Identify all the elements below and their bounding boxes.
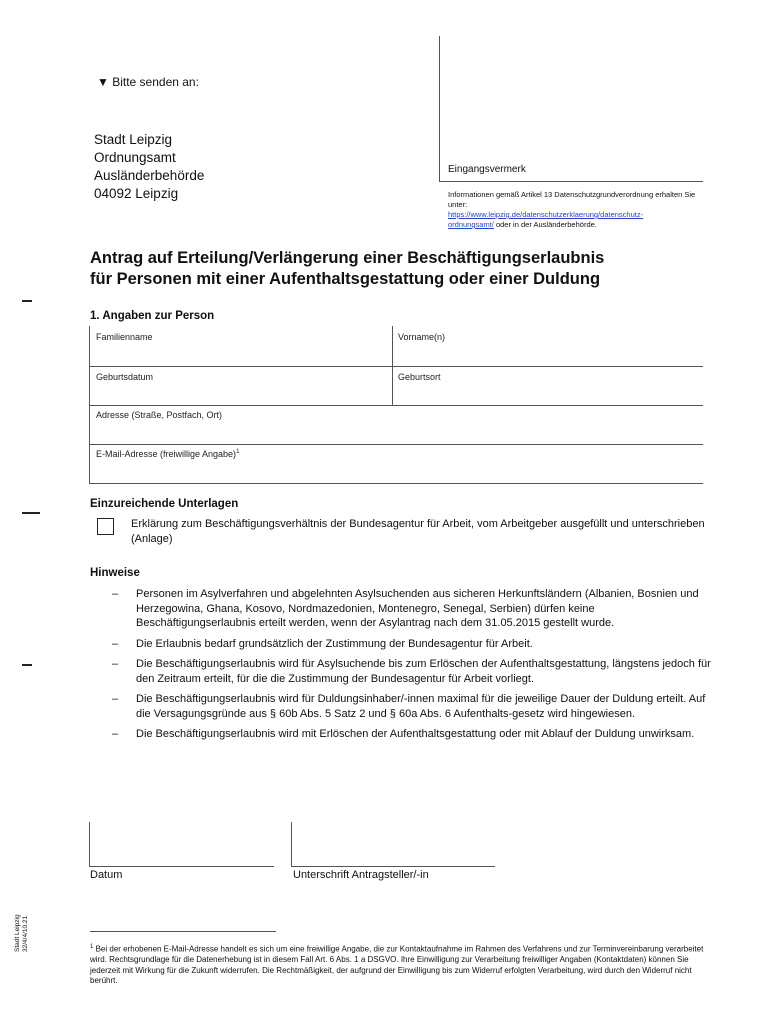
footnote-marker: 1: [90, 944, 94, 950]
list-item: [112, 587, 712, 631]
address-line: 04092 Leipzig: [94, 186, 179, 201]
list-item: [112, 657, 712, 686]
footnote-ref: 1: [236, 449, 240, 455]
receipt-box-left-border: [439, 36, 440, 181]
privacy-info: [448, 190, 710, 230]
hint-text: Die Erlaubnis bedarf grundsätzlich der Zustimmung der Bundesagentur für Arbeit.: [136, 637, 533, 650]
documents-item-text: Erklärung zum Beschäftigungsverhältnis der Bundesagentur für Arbeit, vom Arbeitgeber ausgefüllt und unterschrieben (Anlage): [131, 518, 705, 545]
list-dash: –: [112, 637, 119, 650]
address-line: Ordnungsamt: [94, 150, 176, 165]
privacy-link-continued[interactable]: ordnungsamt/: [448, 220, 494, 229]
signature-field-underline: [291, 866, 495, 867]
form-row-divider: [89, 366, 703, 367]
email-field[interactable]: [96, 449, 239, 459]
footnote-text: Bei der erhobenen E-Mail-Adresse handelt es sich um eine freiwillige Angabe, die zur Kontaktaufnahme im Rahmen des Verfahrens und zur Terminvereinbarung verarbeitet wird. Rechtsgrundlage für die Datenerhebung ist in diesem Fall Art. 6 Abs. 1 a DSGVO. Ihre Einwilligung zur Verarbeitung freiwilliger Angaben (Kontaktdaten) können Sie jederzeit mit Wirkung für die Zukunft widerrufen. Die Rechtmäßigkeit, der aufgrund der Einwilligung bis zum Widerruf erfolgten Verarbeitung, wird durch den Widerruf nicht berührt.: [90, 944, 704, 986]
geburtsort-field[interactable]: Geburtsort: [398, 372, 441, 382]
side-text-line: Stadt Leipzig: [14, 914, 21, 952]
section-heading-documents: Einzureichende Unterlagen: [90, 498, 239, 510]
list-dash: –: [112, 728, 119, 740]
adresse-field[interactable]: Adresse (Straße, Postfach, Ort): [96, 410, 223, 420]
hints-list: [112, 587, 712, 748]
date-field-left-border: [89, 822, 90, 867]
hint-text: Die Beschäftigungserlaubnis wird für Asylsuchende bis zum Erlöschen der Aufenthaltsgestattung, längstens jedoch für den Zeitraum erteilt, für die die Zustimmung der Bundesagentur für Arbeit vorliegt.: [136, 658, 711, 685]
address-line: Ausländerbehörde: [94, 168, 205, 183]
privacy-suffix: oder in der Ausländerbehörde.: [493, 220, 597, 229]
list-item: [112, 727, 712, 742]
privacy-link[interactable]: https://www.leipzig.de/datenschutzerklaerung/datenschutz-: [448, 210, 644, 219]
form-row-divider: [89, 483, 703, 484]
hint-text: Die Beschäftigungserlaubnis wird für Duldungsinhaber/-innen maximal für die jeweilige Dauer der Duldung erteilt. Auf die Versagungsgründe aus § 60b Abs. 5 Satz 2 und § 60a Abs. 6 Aufenthalts-gesetz wird hingewiesen.: [136, 693, 706, 720]
hint-text: Personen im Asylverfahren und abgelehnten Asylsuchenden aus sicheren Herkunftsländern (Albanien, Bosnien und Herzegowina, Ghana, Kosovo, Nordmazedonien, Montenegro, Senegal, Serbien) dürfen keine Beschäftigungserlaubnis erteilt werden, wenn der Asylantrag nach dem 31.05.2015 gestellt wurde.: [136, 588, 699, 629]
geburtsdatum-field[interactable]: Geburtsdatum: [96, 372, 154, 382]
documents-checkbox[interactable]: [97, 518, 114, 535]
title-line-1: Antrag auf Erteilung/Verlängerung einer Beschäftigungserlaubnis: [90, 249, 605, 267]
footnote: [90, 942, 710, 987]
privacy-text: Informationen gemäß Artikel 13 Datenschutzgrundverordnung erhalten Sie unter:: [448, 190, 696, 209]
receipt-stamp-label: Eingangsvermerk: [448, 164, 526, 175]
fold-mark-bottom: [22, 664, 32, 666]
list-item: [112, 692, 712, 721]
signature-field-left-border: [291, 822, 292, 867]
section-heading-hints: Hinweise: [90, 567, 140, 579]
list-item: [112, 637, 712, 652]
receipt-box-bottom-border: [439, 181, 703, 182]
fold-mark-top: [22, 300, 32, 302]
send-to-label: ▼ Bitte senden an:: [97, 75, 199, 89]
section-heading-person: 1. Angaben zur Person: [90, 310, 215, 322]
fold-mark-middle: [22, 512, 40, 514]
side-text-line: 32/4/4/10.21: [22, 915, 29, 952]
date-field-underline: [89, 866, 274, 867]
familienname-field[interactable]: Familienname: [96, 332, 153, 342]
footnote-separator: [90, 931, 276, 932]
email-field-label: E-Mail-Adresse (freiwillige Angabe): [96, 449, 237, 459]
list-dash: –: [112, 658, 119, 670]
address-line: Stadt Leipzig: [94, 132, 173, 147]
signature-field[interactable]: Unterschrift Antragsteller/-in: [293, 869, 429, 881]
form-row-divider: [89, 405, 703, 406]
form-row-divider: [89, 444, 703, 445]
hint-text: Die Beschäftigungserlaubnis wird mit Erlöschen der Aufenthaltsgestattung oder mit Ablauf der Duldung unwirksam.: [136, 728, 695, 740]
date-field[interactable]: Datum: [90, 869, 123, 881]
form-reference-side-text: [14, 892, 30, 952]
title-line-2: für Personen mit einer Aufenthaltsgestattung oder einer Duldung: [90, 270, 601, 288]
list-dash: –: [112, 588, 119, 600]
list-dash: –: [112, 693, 119, 705]
page-title: [90, 248, 730, 290]
vorname-field[interactable]: Vorname(n): [398, 332, 446, 342]
recipient-address: [94, 131, 204, 203]
